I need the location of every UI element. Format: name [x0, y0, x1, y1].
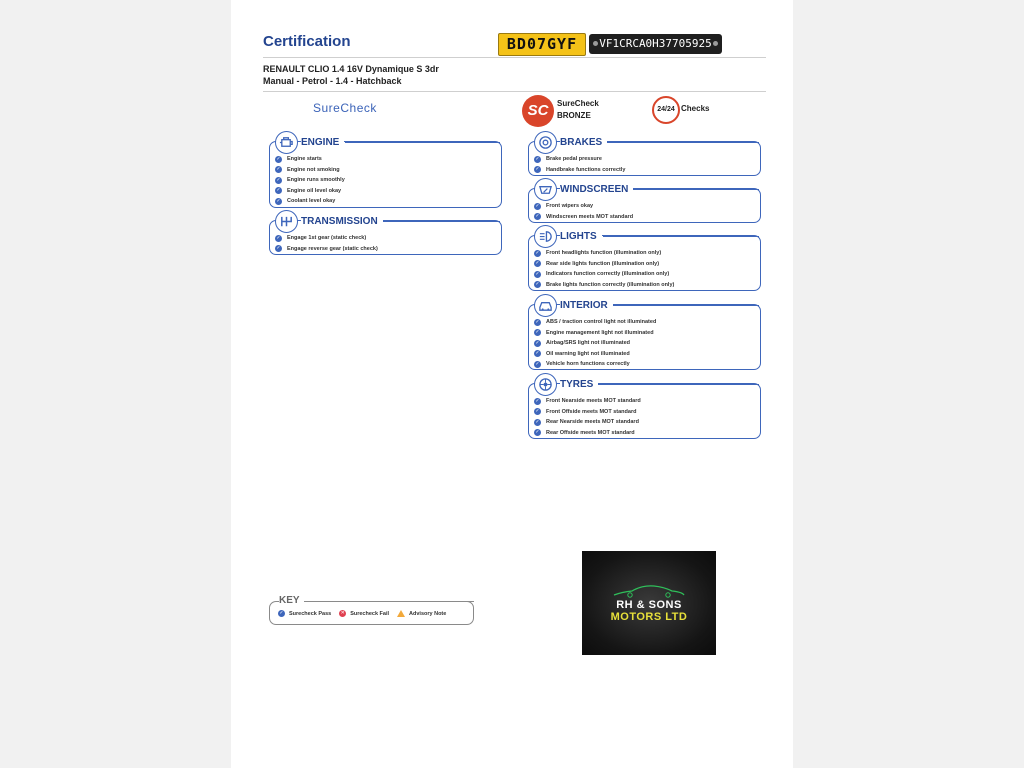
check-item: ✓ Engage reverse gear (static check): [276, 245, 378, 252]
tick-icon: ✓: [535, 429, 540, 436]
windscreen-panel: [528, 183, 761, 223]
vin-plate: VF1CRCA0H37705925: [589, 34, 722, 54]
panel-rule: [611, 305, 759, 306]
tyres-panel: [528, 378, 761, 439]
check-item: ✓ Coolant level okay: [276, 197, 336, 205]
tyres-title: TYRES: [560, 379, 598, 390]
check-item: ✓ Front Nearside meets MOT standard: [535, 397, 641, 405]
key-title: KEY: [279, 595, 304, 606]
interior-checklist: [534, 317, 656, 370]
windscreen-checklist: [534, 201, 633, 222]
engine-icon: [275, 131, 298, 154]
transmission-panel: [269, 215, 502, 255]
surecheck-logo: SureCheck: [313, 101, 377, 115]
tyres-checklist: [534, 396, 641, 438]
panel-header: [534, 130, 607, 154]
divider: [263, 91, 766, 92]
check-item: ✓ Rear Nearside meets MOT standard: [535, 418, 639, 426]
tick-icon: ✓: [535, 329, 540, 336]
panel-header: [534, 293, 613, 317]
brake-disc-icon: [534, 131, 557, 154]
check-item: ✓ Engine management light not illuminated: [535, 329, 654, 336]
check-item: ✓ Airbag/SRS light not illuminated: [535, 339, 631, 347]
check-item: ✓ Engage 1st gear (static check): [276, 234, 367, 242]
check-item: ✓ Handbrake functions correctly: [535, 166, 626, 173]
tick-icon: ✓: [276, 187, 281, 194]
check-item: ✓ Engine not smoking: [276, 166, 340, 173]
surecheck-name: SureCheck: [557, 99, 599, 108]
tick-icon: ✓: [276, 155, 281, 162]
dealer-name: RH & SONS: [616, 599, 682, 611]
car-interior-icon: [534, 294, 557, 317]
panel-rule: [345, 142, 500, 143]
tick-icon: ✓: [535, 249, 540, 256]
tick-icon: ✓: [535, 213, 540, 220]
panel-header: [275, 130, 344, 154]
warning-icon: [397, 610, 405, 617]
tick-icon: ✓: [535, 281, 540, 288]
check-item: ✓ Windscreen meets MOT standard: [535, 213, 634, 220]
interior-title: INTERIOR: [560, 300, 613, 311]
panel-header: [275, 209, 383, 233]
cross-icon: ✕: [340, 610, 345, 616]
check-item: ✓ Brake lights function correctly (illumination only): [535, 281, 675, 288]
brakes-title: BRAKES: [560, 137, 607, 148]
engine-title: ENGINE: [301, 137, 344, 148]
check-item: ✓ Front headlights function (illumination only): [535, 249, 662, 257]
transmission-checklist: [275, 233, 378, 254]
tick-icon: ✓: [535, 418, 540, 425]
tick-icon: ✓: [276, 176, 281, 183]
windscreen-icon: [534, 178, 557, 201]
certification-page: [231, 0, 793, 768]
check-item: ✓ Vehicle horn functions correctly: [535, 360, 630, 368]
tick-icon: ✓: [535, 260, 540, 267]
page-title: Certification: [263, 33, 351, 50]
brakes-panel: [528, 136, 761, 176]
interior-panel: [528, 299, 761, 370]
key-pass: ✓ Surecheck Pass: [279, 610, 332, 617]
check-item: ✓ Rear side lights function (illumination only): [535, 260, 660, 267]
registration-plate: BD07GYF: [498, 33, 586, 56]
engine-panel: [269, 136, 502, 208]
key-fail: ✕ Surecheck Fail: [340, 610, 390, 617]
checks-label: Checks: [681, 104, 710, 113]
check-item: ✓ Front wipers okay: [535, 202, 594, 210]
panel-rule: [380, 221, 500, 222]
surecheck-tier: BRONZE: [557, 111, 591, 120]
tick-icon: ✓: [276, 166, 281, 173]
surecheck-badge-icon: SC: [522, 95, 554, 127]
tick-icon: ✓: [535, 350, 540, 357]
windscreen-title: WINDSCREEN: [560, 184, 633, 195]
car-silhouette-icon: [612, 583, 686, 599]
panel-rule: [603, 236, 759, 237]
tick-icon: ✓: [276, 245, 281, 252]
key-rule: [311, 601, 474, 602]
gearbox-icon: [275, 210, 298, 233]
lights-title: LIGHTS: [560, 231, 602, 242]
divider: [263, 57, 766, 58]
tick-icon: ✓: [276, 234, 281, 241]
key-advisory: Advisory Note: [397, 610, 446, 617]
check-item: ✓ Oil warning light not illuminated: [535, 350, 630, 357]
panel-header: [534, 224, 602, 248]
vehicle-spec: Manual - Petrol - 1.4 - Hatchback: [263, 76, 402, 86]
dealer-logo: [582, 551, 716, 655]
key-items: [278, 610, 446, 617]
surecheck-level: [557, 98, 599, 122]
check-item: ✓ ABS / traction control light not illuminated: [535, 318, 657, 326]
tick-icon: ✓: [535, 360, 540, 367]
tick-icon: ✓: [535, 166, 540, 173]
check-item: ✓ Front Offside meets MOT standard: [535, 408, 637, 415]
check-item: ✓ Engine oil level okay: [276, 187, 342, 194]
brakes-checklist: [534, 154, 625, 175]
panel-rule: [597, 384, 759, 385]
panel-header: [534, 177, 633, 201]
tick-icon: ✓: [535, 155, 540, 162]
dealer-subtitle: MOTORS LTD: [610, 611, 688, 623]
check-item: ✓ Indicators function correctly (illumination only): [535, 270, 670, 278]
vehicle-model: RENAULT CLIO 1.4 16V Dynamique S 3dr: [263, 64, 439, 74]
tick-icon: ✓: [535, 339, 540, 346]
tyre-icon: [534, 373, 557, 396]
panel-rule: [607, 142, 759, 143]
tick-icon: ✓: [276, 197, 281, 204]
check-item: ✓ Engine starts: [276, 155, 322, 163]
tick-icon: ✓: [279, 610, 284, 616]
check-item: ✓ Rear Offside meets MOT standard: [535, 429, 635, 436]
check-item: ✓ Engine runs smoothly: [276, 176, 345, 184]
panel-header: [534, 372, 598, 396]
lights-panel: [528, 230, 761, 291]
checks-count: 24/24: [652, 96, 680, 124]
check-item: ✓ Brake pedal pressure: [535, 155, 602, 163]
tick-icon: ✓: [535, 397, 540, 404]
vehicle-details: [263, 63, 439, 87]
headlight-icon: [534, 225, 557, 248]
tick-icon: ✓: [535, 202, 540, 209]
transmission-title: TRANSMISSION: [301, 216, 383, 227]
tick-icon: ✓: [535, 318, 540, 325]
panel-rule: [629, 189, 759, 190]
tick-icon: ✓: [535, 408, 540, 415]
tick-icon: ✓: [535, 270, 540, 277]
lights-checklist: [534, 248, 674, 290]
engine-checklist: [275, 154, 345, 207]
